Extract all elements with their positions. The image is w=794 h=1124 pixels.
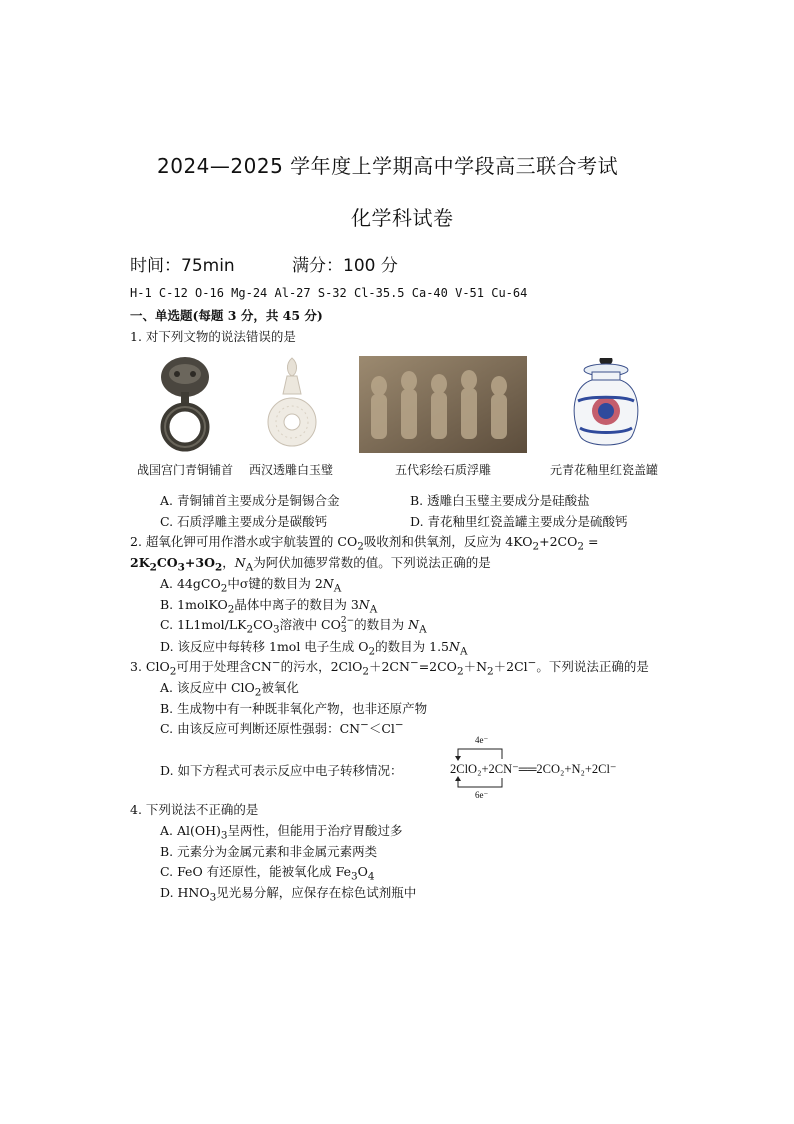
caption-bronze-knocker: 战国宫门青铜铺首 (136, 463, 233, 477)
question-2-stem-line2: $2K_2CO_3+3O_2$，$N_A$为阿伏加德罗常数的值。下列说法正确的是 (130, 555, 491, 574)
diagram-bottom-label: 6e⁻ (475, 790, 489, 800)
caption-porcelain-jar: 元青花釉里红瓷盖罐 (549, 463, 658, 477)
exam-subtitle: 化学科试卷 (351, 206, 454, 230)
q2-option-d: D. 该反应中每转移 1mol 电子生成 $O_2$的数目为 $1.5N_A$ (160, 639, 468, 658)
stone-relief-image (359, 356, 527, 453)
q3-option-d: D. 如下方程式可表示反应中电子转移情况： (160, 763, 403, 778)
q2-option-b: B. 1molKO$_2$晶体中离子的数目为 $3N_A$ (160, 597, 378, 616)
q4-option-d: D. $HNO_3$见光易分解，应保存在棕色试剂瓶中 (160, 885, 417, 904)
bronze-knocker-image (150, 352, 220, 452)
section-heading: 一、单选题(每题 3 分，共 45 分) (130, 308, 323, 323)
q3-option-b: B. 生成物中有一种既非氧化产物，也非还原产物 (160, 701, 428, 716)
electron-transfer-diagram (444, 735, 654, 805)
q4-option-a: A. $Al(OH)_3$呈两性，但能用于治疗胃酸过多 (160, 823, 403, 842)
q2-option-a: A. 44gCO$_2$中σ键的数目为 $2N_A$ (160, 576, 342, 595)
atomic-masses: H-1 C-12 O-16 Mg-24 Al-27 S-32 Cl-35.5 Ca-40 V-51 Cu-64 (130, 286, 528, 300)
diagram-equation: 2ClO₂+2CN⁻══2CO₂+N₂+2Cl⁻ (450, 762, 617, 776)
q1-option-c: C. 石质浮雕主要成分是碳酸钙 (160, 514, 328, 529)
q1-option-d: D. 青花釉里红瓷盖罐主要成分是硫酸钙 (410, 514, 628, 529)
question-3-stem: 3. ClO$_2$可用于处理含CN−的污水，$2ClO_2+2CN^-=2CO_2+N_2+2Cl^-$。下列说法正确的是 (130, 657, 649, 678)
q1-option-b: B. 透雕白玉璧主要成分是硅酸盐 (410, 493, 590, 508)
q1-option-a: A. 青铜铺首主要成分是铜锡合金 (160, 493, 340, 508)
q4-option-b: B. 元素分为金属元素和非金属元素两类 (160, 844, 378, 859)
q2-option-c: C. $1L1mol/LK_2CO_3$溶液中 CO 2− 3 的数目为 $N_A$ (160, 616, 427, 636)
porcelain-jar-image (568, 356, 644, 454)
exam-title: 2024—2025 学年度上学期高中学段高三联合考试 (157, 154, 619, 178)
caption-jade-bi: 西汉透雕白玉璧 (248, 463, 333, 477)
jade-bi-image (267, 354, 317, 454)
question-4-stem: 4. 下列说法不正确的是 (130, 802, 259, 817)
q3-option-c: C. 由该反应可判断还原性强弱：CN−＜Cl− (160, 719, 404, 737)
question-2-stem-line1: 2. 超氧化钾可用作潜水或宇航装置的 $CO_2$吸收剂和供氧剂，反应为 $4KO_2+2CO_2$ = (130, 534, 599, 553)
question-1-stem: 1. 对下列文物的说法错误的是 (130, 329, 296, 344)
exam-score: 满分：100 分 (292, 256, 398, 276)
q3-option-a: A. 该反应中 ClO$_2$被氧化 (160, 680, 299, 699)
caption-stone-relief: 五代彩绘石质浮雕 (394, 463, 491, 477)
exam-time: 时间：75min (130, 256, 235, 276)
q4-option-c: C. FeO 有还原性，能被氧化成 $Fe_3O_4$ (160, 864, 375, 883)
diagram-top-label: 4e⁻ (475, 735, 489, 745)
